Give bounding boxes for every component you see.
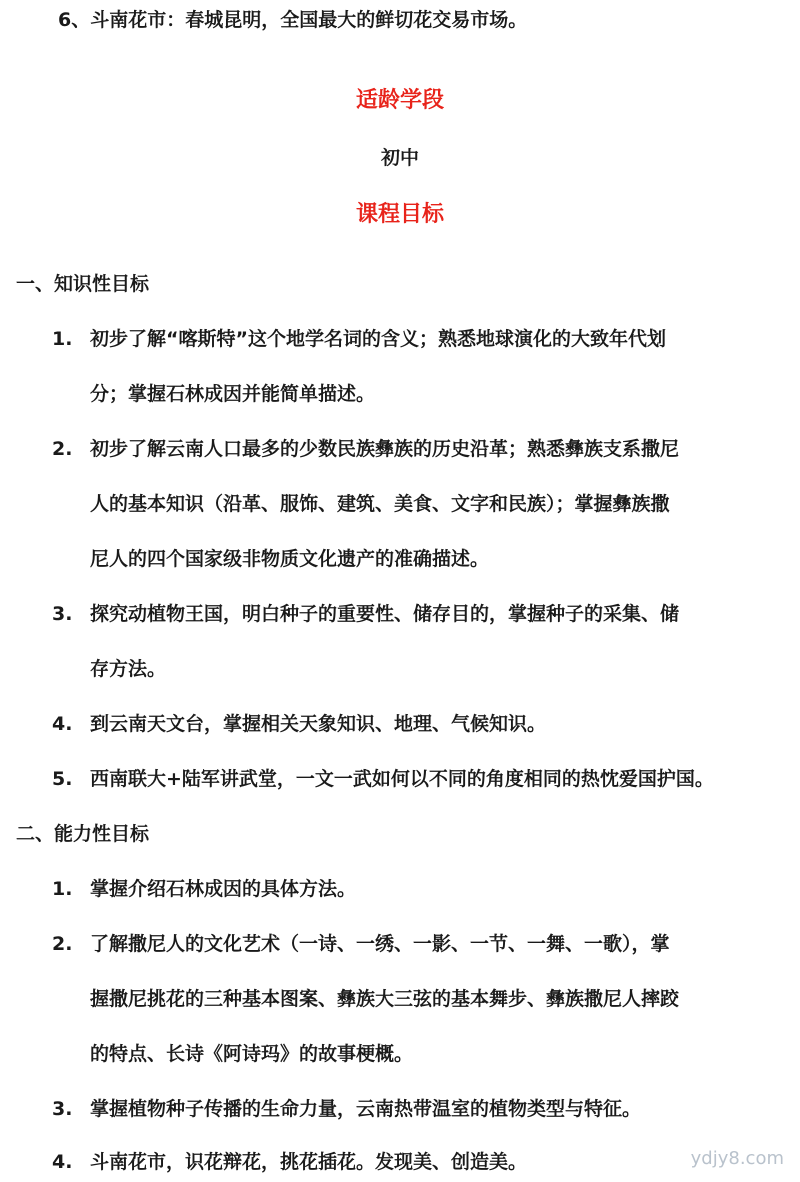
list-item-line: 握撒尼挑花的三种基本图案、彝族大三弦的基本舞步、彝族撒尼人摔跤 (90, 988, 680, 1010)
list-item-line: 探究动植物王国，明白种子的重要性、储存目的，掌握种子的采集、储 (90, 603, 680, 625)
list-number: 3. (52, 1098, 73, 1120)
heading-course-goals: 课程目标 (355, 202, 444, 227)
list-number: 4. (52, 713, 73, 735)
list-number: 1. (52, 878, 73, 900)
heading-age-range: 适龄学段 (355, 88, 444, 113)
list-item-line: 分；掌握石林成因并能简单描述。 (90, 383, 376, 405)
ability-goals-title: 二、能力性目标 (16, 823, 150, 845)
list-item-line: 掌握植物种子传播的生命力量，云南热带温室的植物类型与特征。 (90, 1098, 642, 1120)
intro-item-6: 6、斗南花市：春城昆明，全国最大的鲜切花交易市场。 (58, 9, 528, 31)
list-item-line: 掌握介绍石林成因的具体方法。 (90, 878, 357, 900)
list-item-line: 尼人的四个国家级非物质文化遗产的准确描述。 (90, 548, 490, 570)
list-item-line: 人的基本知识（沿革、服饰、建筑、美食、文字和民族）；掌握彝族撒 (90, 493, 670, 515)
site-watermark: ydjy8.com (690, 1148, 784, 1169)
list-item-line: 斗南花市，识花辩花，挑花插花。发现美、创造美。 (90, 1151, 528, 1173)
list-item-line: 到云南天文台，掌握相关天象知识、地理、气候知识。 (90, 713, 547, 735)
age-range-value: 初中 (380, 147, 419, 169)
list-item-line: 存方法。 (90, 658, 167, 680)
list-number: 1. (52, 328, 73, 350)
list-number: 2. (52, 438, 73, 460)
list-number: 5. (52, 768, 73, 790)
list-number: 4. (52, 1151, 73, 1173)
list-number: 3. (52, 603, 73, 625)
list-item-line: 的特点、长诗《阿诗玛》的故事梗概。 (90, 1043, 414, 1065)
list-item-line: 初步了解“喀斯特”这个地学名词的含义；熟悉地球演化的大致年代划 (90, 328, 666, 350)
list-item-line: 西南联大+陆军讲武堂，一文一武如何以不同的角度相同的热忱爱国护国。 (90, 768, 714, 790)
list-item-line: 了解撒尼人的文化艺术（一诗、一绣、一影、一节、一舞、一歌），掌 (90, 933, 670, 955)
knowledge-goals-title: 一、知识性目标 (16, 273, 150, 295)
list-item-line: 初步了解云南人口最多的少数民族彝族的历史沿革；熟悉彝族支系撒尼 (90, 438, 680, 460)
list-number: 2. (52, 933, 73, 955)
